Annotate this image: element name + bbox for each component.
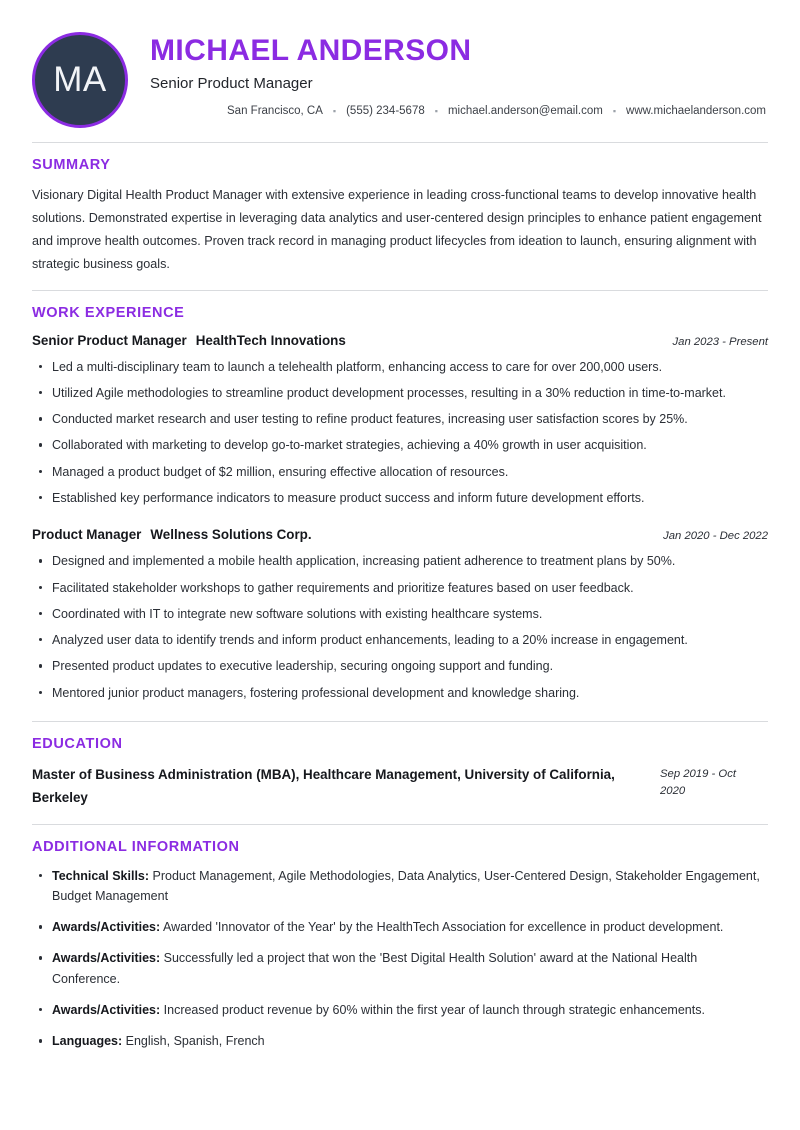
experience-entry-header — [32, 332, 768, 350]
experience-company: Wellness Solutions Corp. — [150, 527, 312, 543]
list-item — [32, 917, 768, 937]
info-text: English, Spanish, French — [125, 1034, 265, 1049]
experience-job-title: Product Manager — [32, 527, 142, 543]
list-item: Led a multi-disciplinary team to launch a telehealth platform, enhancing access to care for over 200,000 users. — [32, 357, 768, 377]
contact-separator-icon: ▪ — [434, 105, 438, 116]
info-text: Awarded 'Innovator of the Year' by the HealthTech Association for excellence in product development. — [162, 920, 724, 935]
resume-header — [32, 30, 768, 142]
list-item: Collaborated with marketing to develop go-to-market strategies, achieving a 40% growth in user acquisition. — [32, 435, 768, 455]
info-label: Technical Skills: — [52, 868, 150, 883]
avatar — [32, 32, 128, 128]
experience-entry — [32, 332, 768, 509]
contact-email[interactable]: michael.anderson@email.com — [447, 105, 603, 117]
list-item: Conducted market research and user testing to refine product features, increasing user satisfaction scores by 25%. — [32, 409, 768, 429]
list-item — [32, 948, 768, 989]
list-item: Presented product updates to executive leadership, securing ongoing support and funding. — [32, 656, 768, 676]
info-label: Languages: — [52, 1034, 123, 1049]
info-text: Product Management, Agile Methodologies, Data Analytics, User-Centered Design, Stakeholder Engagement, Budget Management — [52, 868, 760, 903]
experience-role-line — [32, 526, 312, 544]
experience-company: HealthTech Innovations — [195, 332, 346, 348]
list-item: Analyzed user data to identify trends and inform product enhancements, leading to a 20% increase in engagement. — [32, 630, 768, 650]
section-title-work-experience: WORK EXPERIENCE — [32, 304, 185, 321]
info-text: Successfully led a project that won the 'Best Digital Health Solution' award at the National Health Conference. — [52, 951, 698, 986]
list-item: Mentored junior product managers, fostering professional development and knowledge sharing. — [32, 683, 768, 703]
education-degree: Master of Business Administration (MBA), Healthcare Management, University of California, Berkeley — [32, 766, 615, 806]
list-item: Facilitated stakeholder workshops to gather requirements and prioritize features based on user feedback. — [32, 578, 768, 598]
info-label: Awards/Activities: — [52, 920, 161, 935]
header-job-title: Senior Product Manager — [150, 75, 313, 92]
list-item: Established key performance indicators to measure product success and inform future development efforts. — [32, 488, 768, 508]
experience-date-range: Jan 2023 - Present — [672, 335, 768, 348]
section-title-education: EDUCATION — [32, 735, 123, 752]
list-item — [32, 1000, 768, 1020]
experience-bullet-list — [32, 357, 768, 509]
contact-location: San Francisco, CA — [227, 105, 323, 117]
section-education — [32, 722, 768, 824]
info-label: Awards/Activities: — [52, 951, 161, 966]
section-work-experience — [32, 291, 768, 721]
experience-role-line — [32, 332, 346, 350]
experience-entry — [32, 526, 768, 703]
contact-separator-icon: ▪ — [612, 105, 617, 116]
additional-information-list — [32, 866, 768, 1052]
summary-text: Visionary Digital Health Product Manager with extensive experience in leading cross-functional teams to develop innovative health solutions. Demonstrated expertise in leveraging data analytics and user-centered design principles to enhance patient engagement and improve health outcomes. Proven track record in managing product lifecycles from ideation to launch, ensuring alignment with strategic business goals. — [32, 188, 762, 271]
education-date-range: Sep 2019 - Oct 2020 — [660, 767, 736, 798]
experience-job-title: Senior Product Manager — [32, 332, 187, 348]
contact-phone[interactable]: (555) 234-5678 — [346, 105, 425, 117]
list-item: Managed a product budget of $2 million, ensuring effective allocation of resources. — [32, 462, 768, 482]
section-title-summary: SUMMARY — [32, 157, 111, 173]
list-item: Designed and implemented a mobile health application, increasing patient adherence to treatment plans by 50%. — [32, 551, 768, 571]
section-title-additional-information: ADDITIONAL INFORMATION — [32, 838, 240, 855]
page-title: MICHAEL ANDERSON — [150, 34, 472, 67]
education-entry — [32, 763, 768, 810]
contact-website[interactable]: www.michaelanderson.com — [626, 105, 766, 117]
list-item: Coordinated with IT to integrate new software solutions with existing healthcare systems. — [32, 604, 768, 624]
section-summary — [32, 143, 768, 290]
avatar-initials: MA — [53, 60, 107, 99]
experience-bullet-list — [32, 551, 768, 703]
list-item — [32, 1031, 768, 1051]
contact-separator-icon: ▪ — [332, 105, 337, 116]
header-text-block — [146, 30, 768, 117]
list-item: Utilized Agile methodologies to streamline product development processes, resulting in a 30% reduction in time-to-market. — [32, 383, 768, 403]
experience-entry-header — [32, 526, 768, 544]
experience-date-range: Jan 2020 - Dec 2022 — [663, 530, 768, 543]
section-additional-information — [32, 825, 768, 1066]
info-text: Increased product revenue by 60% within the first year of launch through strategic enhancements. — [163, 1002, 705, 1017]
contact-info — [146, 105, 768, 117]
info-label: Awards/Activities: — [52, 1002, 161, 1017]
list-item — [32, 866, 768, 907]
